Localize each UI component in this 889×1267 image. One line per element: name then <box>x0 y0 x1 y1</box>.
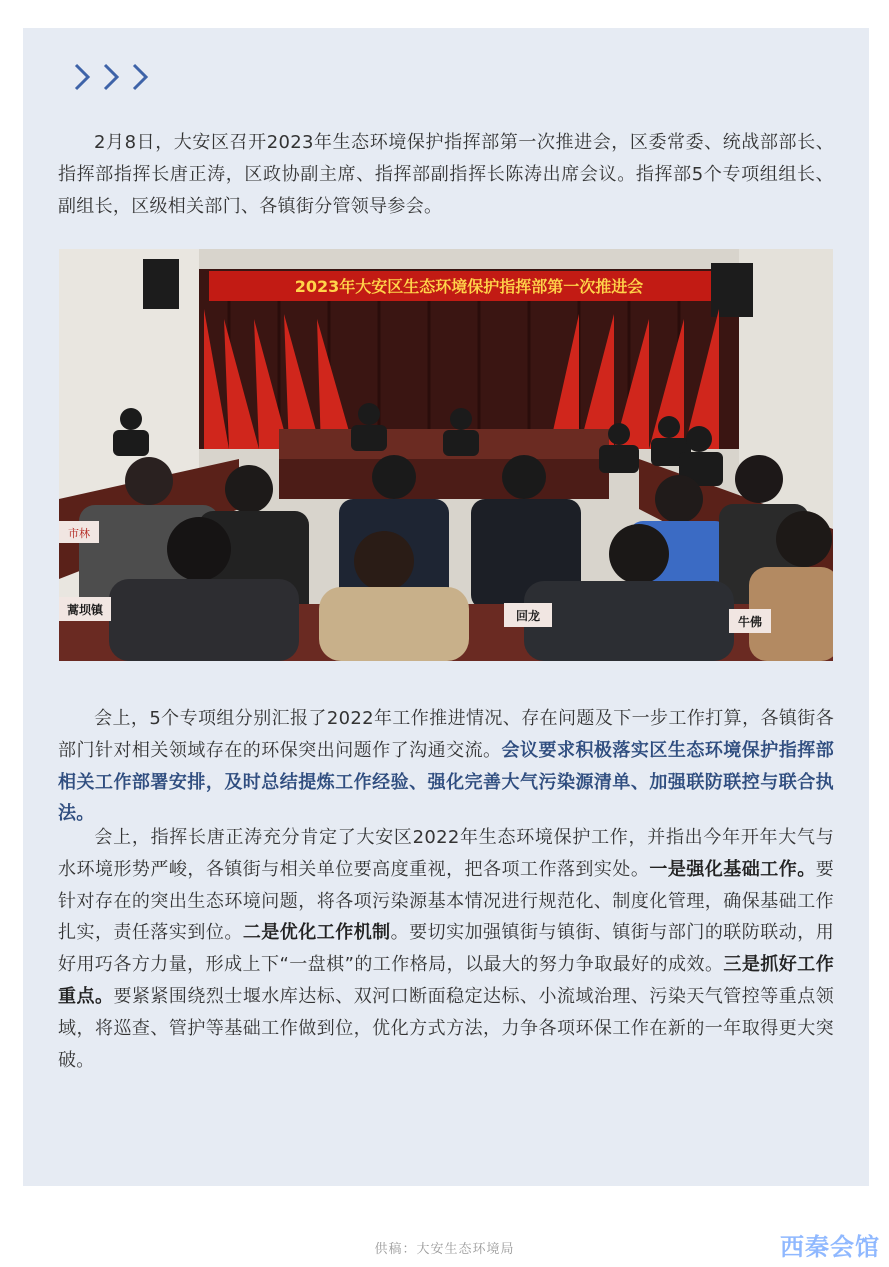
paragraph-remarks <box>58 822 834 1076</box>
placard-text: 蒿坝镇 <box>66 603 104 617</box>
chevron-decoration <box>72 62 156 92</box>
paragraph-text: 会上，指挥长唐正涛充分肯定了大安区2022年生态环境保护工作，并指出今年开年大气与水环境形势严峻，各镇街与相关单位要高度重视，把各项工作落到实处。 <box>58 827 834 880</box>
article-credit: 供稿：大安生态环境局 <box>374 1242 515 1257</box>
paragraph-point-3: 三是抓好工作重点。 <box>58 954 834 1007</box>
chevron-right-icon <box>76 65 88 89</box>
watermark-logo: 西秦会馆 <box>780 1233 880 1261</box>
placard-text: 牛佛 <box>737 615 763 629</box>
paragraph-point-1: 一是强化基础工作。 <box>649 858 816 880</box>
meeting-photo <box>59 249 833 661</box>
paragraph-text: 2月8日，大安区召开2023年生态环境保护指挥部第一次推进会，区委常委、统战部部长、指挥部指挥长唐正涛，区政协副主席、指挥部副指挥长陈涛出席会议。指挥部5个专项组组长、副组长，区级相关部门、各镇街分管领导参会。 <box>58 132 834 217</box>
banner-text: 2023年大安区生态环境保护指挥部第一次推进会 <box>294 277 644 296</box>
placard-text: 回龙 <box>515 609 541 623</box>
paragraph-text: 。要切实加强镇街与镇街、镇街与部门的联防联动，用好用巧各方力量，形成上下“一盘棋”的工作格局，以最大的努力争取最好的成效。 <box>58 922 834 976</box>
paragraph-text: 会上，5个专项组分别汇报了2022年工作推进情况、存在问题及下一步工作打算，各镇街各部门针对相关领域存在的环保突出问题作了沟通交流。 <box>58 708 834 761</box>
paragraph-intro <box>58 127 834 222</box>
chevron-right-icon <box>105 65 117 89</box>
paragraph-text: 要紧紧围绕烈士堰水库达标、双河口断面稳定达标、小流域治理、污染天气管控等重点领域，将巡查、管护等基础工作做到位，优化方式方法，力争各项环保工作在新的一年取得更大突破。 <box>58 985 834 1071</box>
paragraph-text: 要针对存在的突出生态环境问题，将各项污染源基本情况进行规范化、制度化管理，确保基础工作扎实，责任落实到位。 <box>58 858 834 944</box>
placard-text: 市林 <box>68 527 90 540</box>
paragraph-highlight: 会议要求积极落实区生态环境保护指挥部相关工作部署安排，及时总结提炼工作经验、强化完善大气污染源清单、加强联防联控与联合执法。 <box>58 739 834 825</box>
meeting-photo-illustration <box>59 249 833 661</box>
paragraph-reports <box>58 703 834 830</box>
chevron-right-icon <box>134 65 146 89</box>
paragraph-point-2: 二是优化工作机制 <box>242 922 391 944</box>
